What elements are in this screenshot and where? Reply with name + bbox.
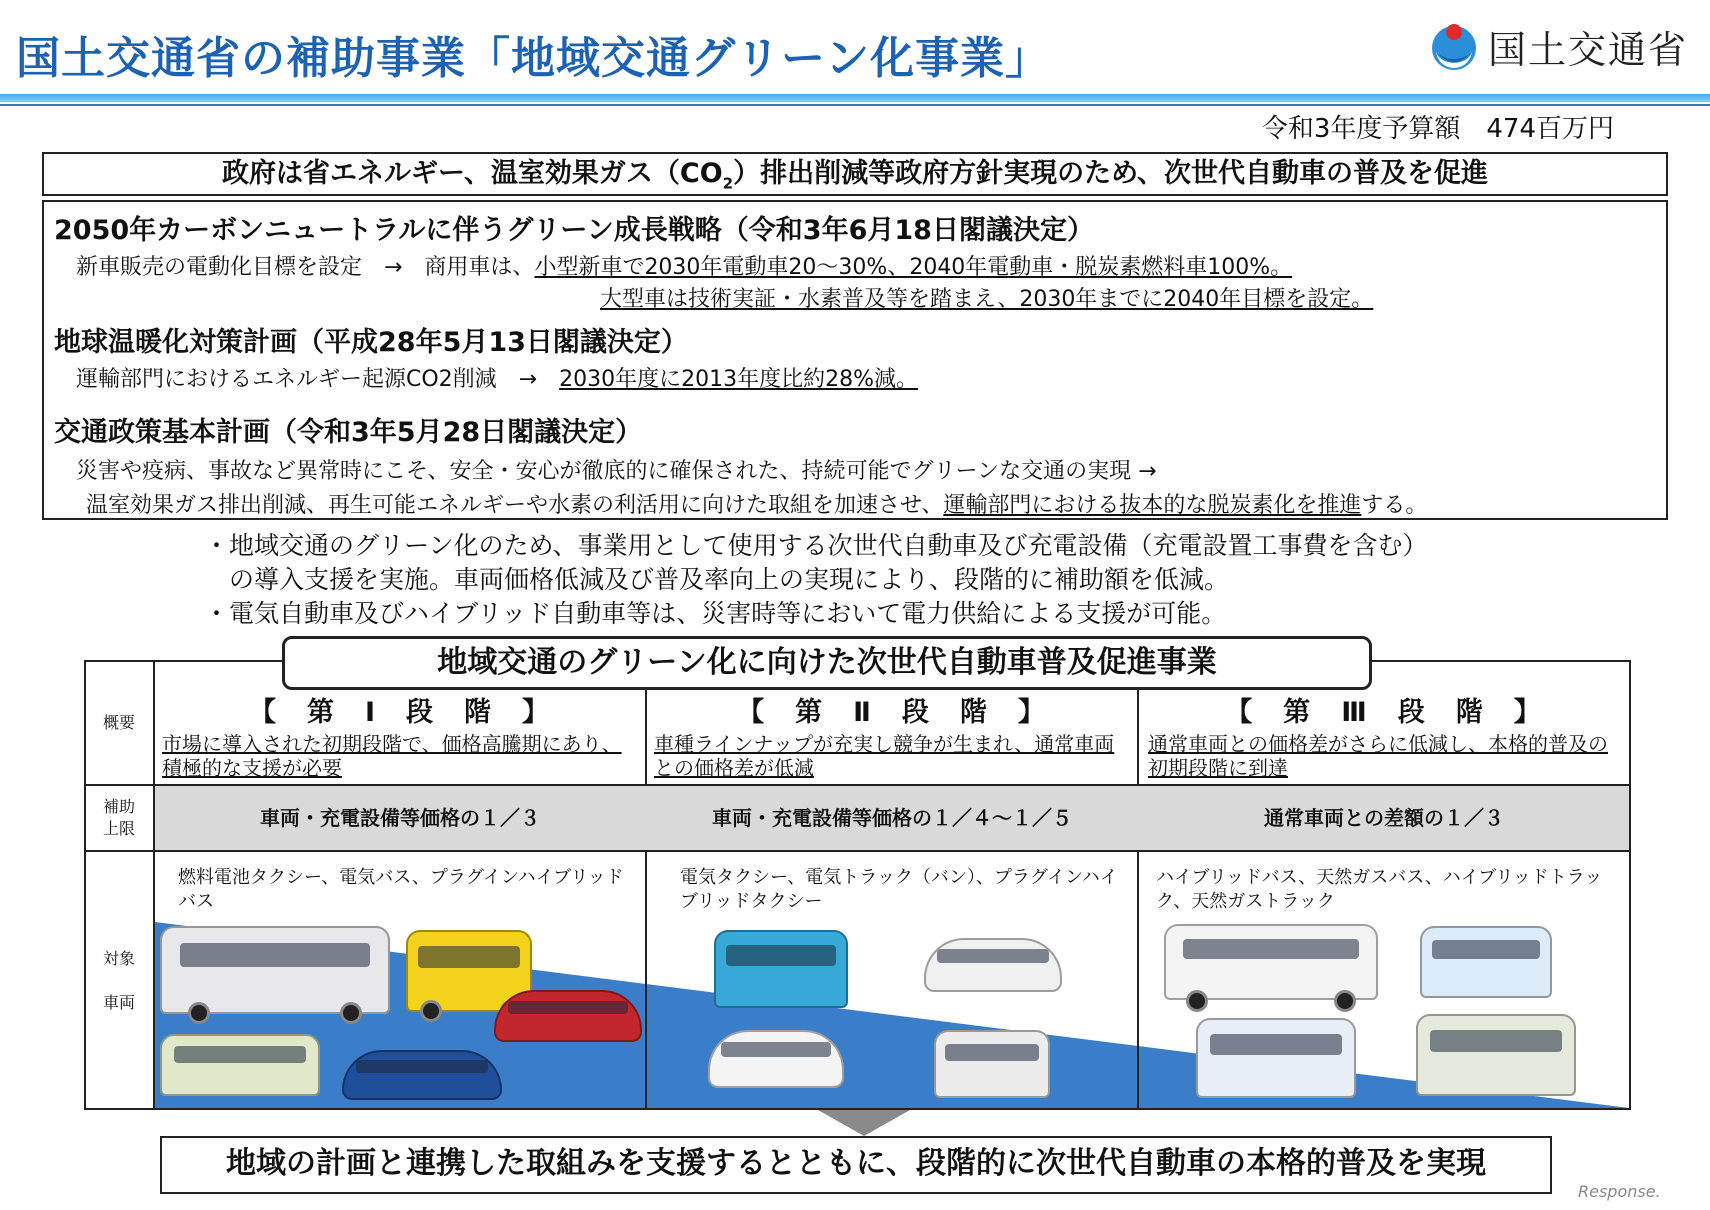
fuel-cell-bus-image — [160, 926, 390, 1014]
fuel-cell-car-blue-image — [342, 1050, 502, 1100]
fuel-cell-car-red-image — [494, 990, 642, 1042]
conclusion-box: 地域の計画と連携した取組みを支援するとともに、段階的に次世代自動車の本格的普及を実現 — [160, 1136, 1552, 1194]
transport-plan-line2 — [86, 488, 1427, 519]
stage-1-title: 【 第 Ⅰ 段 階 】 — [248, 697, 552, 728]
stage-2-title: 【 第 Ⅱ 段 階 】 — [737, 697, 1047, 728]
hybrid-bus-image — [160, 1034, 320, 1096]
bullet-line-1: ・地域交通のグリーン化のため、事業用として使用する次世代自動車及び充電設備（充電設置工事費を含む） — [204, 531, 1428, 560]
ministry-logo — [1428, 16, 1688, 76]
strategy-box — [42, 200, 1668, 520]
transport-line2-underlined: 運輸部門における抜本的な脱炭素化を推進 — [943, 493, 1362, 518]
stage-2-description: 車種ラインナップが充実し競争が生まれ、通常車両との価格差が低減 — [654, 732, 1115, 780]
row-label-subsidy: 補助 上限 — [102, 797, 135, 838]
stage-3-vehicles: ハイブリッドバス、天然ガスバス、ハイブリッドトラック、天然ガストラック — [1156, 867, 1603, 912]
budget-amount: 令和3年度予算額 474百万円 — [1261, 114, 1614, 144]
hybrid-truck-image — [1196, 1018, 1356, 1098]
stage-1-description: 市場に導入された初期段階で、価格高騰期にあり、積極的な支援が必要 — [162, 732, 622, 780]
ministry-emblem-icon — [1428, 20, 1480, 72]
policy-statement-box — [42, 152, 1668, 196]
title-underline-rule — [0, 104, 1710, 106]
green-strategy-line1 — [76, 250, 1292, 281]
electric-minivan-image — [934, 1030, 1050, 1098]
warming-line-plain: 運輸部門におけるエネルギー起源CO2削減 → — [76, 367, 560, 392]
bullet-line-3: ・電気自動車及びハイブリッド自動車等は、災害時等において電力供給による支援が可能。 — [204, 599, 1227, 628]
transport-plan-line1: 災害や疫病、事故など異常時にこそ、安全・安心が徹底的に確保された、持続可能でグリーンな交通の実現 → — [76, 459, 1157, 484]
stage-1-vehicles: 燃料電池タクシー、電気バス、プラグインハイブリッドバス — [178, 867, 624, 912]
transport-line2-plain: 温室効果ガス排出削減、再生可能エネルギーや水素の利活用に向けた取組を加速させ、 — [86, 493, 944, 518]
stage-3-subsidy: 通常車両との差額の１／３ — [1264, 806, 1504, 830]
policy-text-before: 政府は省エネルギー、温室効果ガス（CO — [221, 158, 723, 189]
stage-3-title: 【 第 Ⅲ 段 階 】 — [1225, 697, 1543, 728]
natural-gas-truck-image — [1416, 1014, 1576, 1096]
transport-line2-end: する。 — [1361, 493, 1428, 518]
electric-van-taxi-image — [714, 930, 848, 1008]
policy-text-after: ）排出削減等政府方針実現のため、次世代自動車の普及を促進 — [733, 158, 1489, 189]
transport-plan-heading: 交通政策基本計画（令和3年5月28日閣議決定） — [54, 417, 643, 448]
stage-3-description: 通常車両との価格差がさらに低減し、本格的普及の初期段階に到達 — [1148, 732, 1608, 780]
response-watermark: Response. — [1578, 1182, 1661, 1201]
row-divider-2 — [84, 850, 1631, 852]
stage-divider-2 — [1137, 686, 1139, 1110]
stage-2-vehicles: 電気タクシー、電気トラック（バン）、プラグインハイブリッドタクシー — [680, 867, 1118, 912]
green-strategy-line2: 大型車は技術実証・水素普及等を踏まえ、2030年までに2040年目標を設定。 — [600, 287, 1374, 312]
plug-in-hybrid-taxi-image — [708, 1030, 844, 1088]
stage-divider-1 — [645, 686, 647, 1110]
label-column-divider — [153, 660, 155, 1110]
program-title: 地域交通のグリーン化に向けた次世代自動車普及促進事業 — [282, 636, 1372, 690]
row-label-overview: 概要 — [102, 713, 135, 732]
warming-plan-heading: 地球温暖化対策計画（平成28年5月13日閣議決定） — [54, 327, 688, 358]
green-strategy-heading: 2050年カーボンニュートラルに伴うグリーン成長戦略（令和3年6月18日閣議決定） — [54, 215, 1094, 246]
electric-car-image — [924, 938, 1062, 992]
stage-1-subsidy: 車両・充電設備等価格の１／３ — [260, 806, 540, 830]
natural-gas-bus-image — [1420, 926, 1552, 998]
ministry-name: 国土交通省 — [1488, 27, 1689, 72]
stage-2-subsidy: 車両・充電設備等価格の１／４～１／５ — [712, 806, 1072, 830]
down-arrow-icon — [818, 1110, 910, 1136]
bullet-line-2: の導入支援を実施。車両価格低減及び普及率向上の実現により、段階的に補助額を低減。 — [204, 565, 1230, 594]
hybrid-bus-stage3-image — [1164, 924, 1378, 1000]
policy-subscript: 2 — [722, 174, 734, 193]
row-label-target: 対象 車両 — [102, 949, 135, 1012]
warming-line-underlined: 2030年度に2013年度比約28%減。 — [559, 367, 919, 392]
title-underline-bar — [0, 94, 1710, 102]
page-title: 国土交通省の補助事業「地域交通グリーン化事業」 — [16, 33, 1051, 84]
policy-statement — [44, 154, 1666, 203]
green-line1-plain: 新車販売の電動化目標を設定 → 商用車は、 — [76, 255, 535, 280]
warming-plan-line — [76, 362, 918, 393]
green-line1-underlined: 小型新車で2030年電動車20～30%、2040年電動車・脱炭素燃料車100%。 — [534, 255, 1293, 280]
